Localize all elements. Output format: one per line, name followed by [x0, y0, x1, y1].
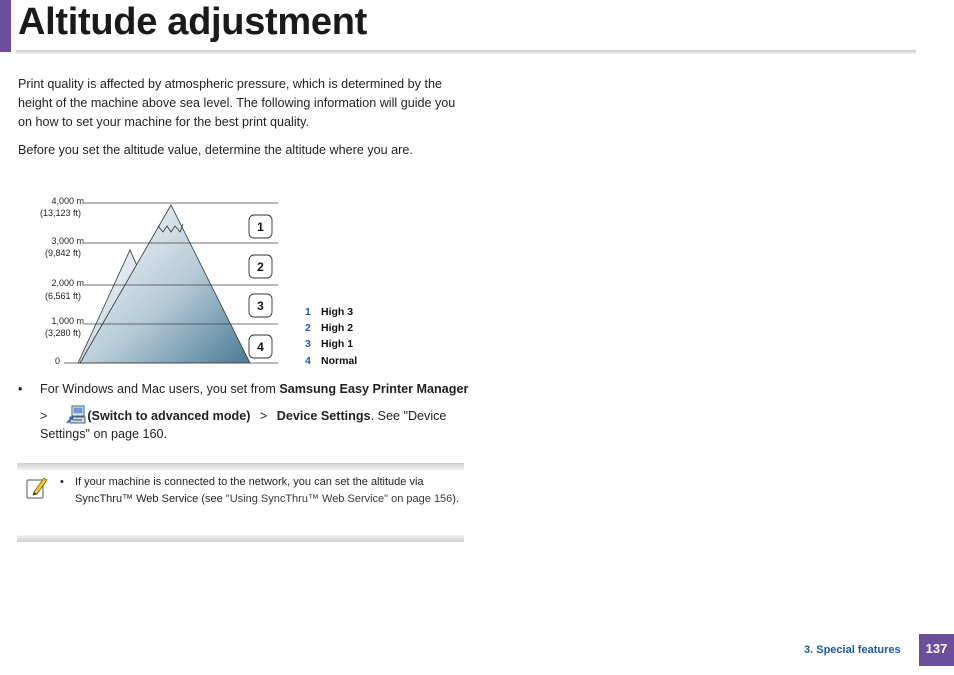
footer-section-link[interactable]: 3. Special features	[804, 644, 901, 656]
legend-item	[305, 353, 357, 369]
axis-label-meters: 1,000 m	[51, 316, 84, 326]
instruction-path	[40, 405, 446, 426]
app-name: Samsung Easy Printer Manager	[279, 382, 469, 396]
legend-item	[305, 304, 357, 320]
page-title: Altitude adjustment	[18, 1, 367, 43]
note-body: If your machine is connected to the network, you can set the altitude via SyncThru™ Web Service (see "Using SyncThru™ Web Service" on page 156).	[75, 476, 460, 505]
instruction-text: For Windows and Mac users, you set from Samsung Easy Printer Manager	[40, 382, 469, 396]
bullet-dot: •	[18, 382, 23, 396]
note-pencil-icon	[26, 476, 48, 500]
axis-label-feet: (6,561 ft)	[44, 291, 81, 301]
axis-label-meters: 4,000 m	[51, 196, 84, 206]
legend-number: 4	[305, 354, 311, 367]
axis-label-feet: (3,280 ft)	[44, 328, 81, 338]
svg-text:3: 3	[257, 299, 264, 313]
altitude-instruction: Before you set the altitude value, determine the altitude where you are.	[18, 143, 413, 157]
svg-text:2: 2	[257, 260, 264, 274]
svg-text:4: 4	[257, 340, 264, 354]
axis-label-feet: (13,123 ft)	[39, 208, 81, 218]
zone-badge-3	[249, 294, 272, 317]
zone-badge-2	[249, 255, 272, 278]
switch-mode-icon	[66, 405, 86, 425]
axis-label-feet: (9,842 ft)	[44, 248, 81, 258]
legend-number: 2	[305, 322, 311, 335]
legend-number: 3	[305, 338, 311, 351]
legend-label: High 1	[321, 338, 354, 351]
bullet-dot: •	[60, 476, 64, 488]
title-accent-bar	[0, 0, 11, 52]
legend-item	[305, 336, 357, 352]
legend-item	[305, 320, 357, 336]
cross-reference: "Using SyncThru™ Web Service" on page 156	[225, 493, 453, 505]
svg-text:1: 1	[257, 220, 264, 234]
axis-label-meters: 3,000 m	[51, 236, 84, 246]
note-top-border	[17, 463, 464, 470]
path-separator: >	[259, 409, 268, 423]
switch-mode-label: (Switch to advanced mode)	[87, 409, 251, 423]
legend-number: 1	[305, 306, 311, 318]
legend-label: High 2	[321, 322, 354, 335]
altitude-legend	[305, 304, 357, 369]
axis-label-meters: 2,000 m	[51, 278, 84, 288]
zone-badge-1	[249, 215, 272, 238]
note-bottom-border	[17, 535, 464, 542]
zone-badge-4	[249, 335, 272, 358]
title-divider	[16, 50, 916, 55]
see-reference: . See "Device	[370, 409, 447, 423]
legend-label: Normal	[321, 354, 358, 367]
legend-label: High 3	[321, 306, 354, 318]
page-number: 137	[919, 634, 954, 666]
intro-paragraph: Print quality is affected by atmospheric pressure, which is determined by the height of the machine above sea level. The following information will guide you on how to set your machine for the best print quality.	[18, 77, 456, 129]
axis-label-zero: 0	[54, 356, 60, 366]
device-settings-label: Device Settings	[276, 409, 371, 423]
instruction-page-ref: Settings" on page 160.	[40, 427, 168, 441]
path-separator: >	[40, 409, 48, 423]
